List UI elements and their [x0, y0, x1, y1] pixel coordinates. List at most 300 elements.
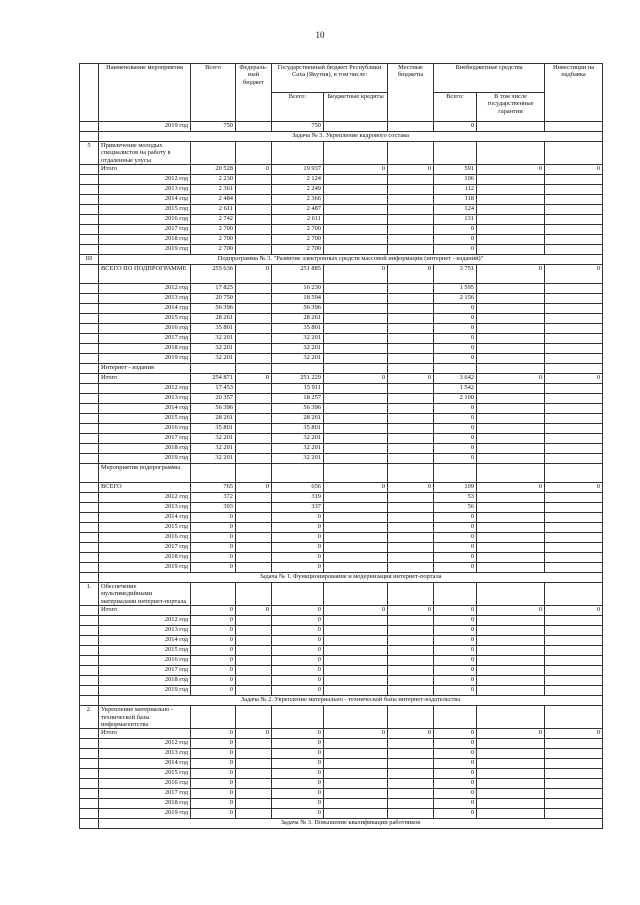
total-value: 17 453: [191, 384, 236, 394]
invest-value: 0: [545, 606, 603, 616]
row-number: [80, 245, 99, 255]
year-row: [80, 404, 603, 414]
total-value: 0: [191, 676, 236, 686]
state-value: 0: [272, 616, 324, 626]
empty-cell: [477, 706, 545, 729]
invest-value: [545, 354, 603, 364]
federal-value: 0: [236, 374, 272, 384]
state-value: 32 201: [272, 354, 324, 364]
year-row: [80, 769, 603, 779]
loan-value: [324, 354, 388, 364]
guarantee-value: [477, 543, 545, 553]
extra-value: 0: [434, 235, 477, 245]
extra-value: 53: [434, 493, 477, 503]
guarantee-value: [477, 636, 545, 646]
federal-value: [236, 122, 272, 132]
invest-value: [545, 779, 603, 789]
guarantee-value: [477, 225, 545, 235]
total-row: [80, 606, 603, 616]
guarantee-value: [477, 626, 545, 636]
guarantee-value: 0: [477, 265, 545, 284]
loan-value: [324, 424, 388, 434]
local-value: 0: [388, 374, 434, 384]
local-value: [388, 553, 434, 563]
federal-value: [236, 384, 272, 394]
loan-value: 0: [324, 729, 388, 739]
loan-value: [324, 666, 388, 676]
loan-value: [324, 284, 388, 294]
guarantee-value: [477, 656, 545, 666]
loan-value: [324, 444, 388, 454]
total-value: 2 484: [191, 195, 236, 205]
federal-value: [236, 225, 272, 235]
federal-value: 0: [236, 729, 272, 739]
local-value: [388, 225, 434, 235]
guarantee-value: [477, 235, 545, 245]
federal-value: 0: [236, 165, 272, 175]
invest-value: [545, 225, 603, 235]
state-value: 32 201: [272, 344, 324, 354]
extra-value: 0: [434, 563, 477, 573]
local-value: [388, 769, 434, 779]
total-value: 0: [191, 769, 236, 779]
budget-table: [79, 63, 603, 829]
state-value: 19 937: [272, 165, 324, 175]
state-value: 251 885: [272, 265, 324, 284]
extra-value: 0: [434, 122, 477, 132]
empty-cell: [236, 464, 272, 483]
federal-value: [236, 616, 272, 626]
measure-name-row: [80, 464, 603, 483]
extra-value: 0: [434, 759, 477, 769]
year-label: 2012 год: [99, 739, 191, 749]
row-number: [80, 354, 99, 364]
row-number: III: [80, 255, 99, 265]
invest-value: 0: [545, 165, 603, 175]
federal-value: [236, 656, 272, 666]
local-value: [388, 324, 434, 334]
invest-value: [545, 314, 603, 324]
row-number: [80, 666, 99, 676]
federal-value: [236, 636, 272, 646]
empty-cell: [236, 583, 272, 606]
row-number: [80, 132, 99, 142]
local-value: [388, 304, 434, 314]
header-state-loans: Бюджетные кредиты: [324, 93, 388, 122]
row-number: [80, 122, 99, 132]
invest-value: [545, 563, 603, 573]
row-number: [80, 686, 99, 696]
row-number: [80, 454, 99, 464]
row-number: [80, 434, 99, 444]
year-label: 2013 год: [99, 394, 191, 404]
total-value: 372: [191, 493, 236, 503]
federal-value: [236, 334, 272, 344]
empty-cell: [434, 583, 477, 606]
total-value: 2 742: [191, 215, 236, 225]
row-number: [80, 444, 99, 454]
total-value: 32 201: [191, 344, 236, 354]
year-label: 2019 год: [99, 354, 191, 364]
loan-value: [324, 636, 388, 646]
year-label: 2017 год: [99, 334, 191, 344]
federal-value: [236, 215, 272, 225]
guarantee-value: [477, 354, 545, 364]
state-value: 0: [272, 606, 324, 616]
row-number: [80, 819, 99, 829]
extra-value: 118: [434, 195, 477, 205]
state-value: 337: [272, 503, 324, 513]
federal-value: [236, 424, 272, 434]
total-value: 0: [191, 666, 236, 676]
guarantee-value: [477, 304, 545, 314]
local-value: [388, 444, 434, 454]
state-value: 0: [272, 563, 324, 573]
federal-value: [236, 626, 272, 636]
federal-value: 0: [236, 606, 272, 616]
year-label: 2012 год: [99, 616, 191, 626]
invest-value: 0: [545, 729, 603, 739]
subprogram-heading: Подпрограмма № 3. "Развитие электронных средств массовой информации (интернет - изданий)": [99, 255, 603, 265]
guarantee-value: [477, 384, 545, 394]
extra-value: 0: [434, 304, 477, 314]
year-label: 2014 год: [99, 759, 191, 769]
row-number: [80, 464, 99, 483]
row-number: [80, 334, 99, 344]
federal-value: [236, 739, 272, 749]
total-value: 2 700: [191, 225, 236, 235]
state-value: 0: [272, 769, 324, 779]
federal-value: [236, 185, 272, 195]
measure-name: Интернет - издания: [99, 364, 191, 374]
local-value: [388, 235, 434, 245]
year-row: [80, 394, 603, 404]
federal-value: [236, 513, 272, 523]
total-value: 2 700: [191, 235, 236, 245]
row-number: [80, 543, 99, 553]
extra-value: 0: [434, 225, 477, 235]
invest-value: [545, 686, 603, 696]
extra-value: 0: [434, 799, 477, 809]
guarantee-value: [477, 779, 545, 789]
federal-value: [236, 454, 272, 464]
invest-value: [545, 616, 603, 626]
invest-value: [545, 676, 603, 686]
state-value: 0: [272, 626, 324, 636]
task-heading: Задача № 3. Укрепление кадрового состава: [99, 132, 603, 142]
total-value: 2 611: [191, 205, 236, 215]
year-row: [80, 533, 603, 543]
extra-value: 0: [434, 324, 477, 334]
local-value: [388, 434, 434, 444]
total-row: [80, 729, 603, 739]
guarantee-value: [477, 314, 545, 324]
year-row: [80, 314, 603, 324]
loan-value: [324, 739, 388, 749]
year-label: 2018 год: [99, 553, 191, 563]
year-label: 2017 год: [99, 543, 191, 553]
total-value: 0: [191, 759, 236, 769]
year-row: [80, 636, 603, 646]
year-row: [80, 523, 603, 533]
federal-value: [236, 245, 272, 255]
total-value: 0: [191, 799, 236, 809]
row-number: [80, 729, 99, 739]
header-local: Местные бюджеты: [388, 64, 434, 122]
year-label: 2015 год: [99, 205, 191, 215]
local-value: 0: [388, 483, 434, 493]
loan-value: [324, 523, 388, 533]
extra-value: 1 542: [434, 384, 477, 394]
state-value: 0: [272, 666, 324, 676]
measure-name: Укрепление материально - технической базы информагентства: [99, 706, 191, 729]
total-value: 35 801: [191, 424, 236, 434]
loan-value: [324, 225, 388, 235]
year-label: 2015 год: [99, 314, 191, 324]
row-number: [80, 414, 99, 424]
empty-cell: [545, 142, 603, 165]
extra-value: 109: [434, 483, 477, 493]
invest-value: [545, 553, 603, 563]
year-label: 2015 год: [99, 523, 191, 533]
local-value: [388, 523, 434, 533]
invest-value: [545, 424, 603, 434]
guarantee-value: [477, 676, 545, 686]
loan-value: [324, 185, 388, 195]
invest-value: [545, 513, 603, 523]
row-number: [80, 483, 99, 493]
loan-value: 0: [324, 483, 388, 493]
invest-value: 0: [545, 374, 603, 384]
year-row: [80, 225, 603, 235]
loan-value: [324, 749, 388, 759]
local-value: [388, 759, 434, 769]
year-row: [80, 354, 603, 364]
year-row: [80, 304, 603, 314]
empty-cell: [388, 464, 434, 483]
guarantee-value: [477, 646, 545, 656]
year-row: [80, 656, 603, 666]
extra-value: 0: [434, 636, 477, 646]
local-value: [388, 215, 434, 225]
state-value: 32 201: [272, 454, 324, 464]
invest-value: [545, 122, 603, 132]
local-value: [388, 666, 434, 676]
loan-value: [324, 122, 388, 132]
year-label: 2018 год: [99, 235, 191, 245]
total-value: 2 700: [191, 245, 236, 255]
state-value: 0: [272, 686, 324, 696]
state-value: 32 201: [272, 334, 324, 344]
total-row: [80, 265, 603, 284]
extra-value: 0: [434, 543, 477, 553]
invest-value: [545, 493, 603, 503]
federal-value: [236, 789, 272, 799]
year-label: 2015 год: [99, 646, 191, 656]
year-label: 2019 год: [99, 245, 191, 255]
state-value: 28 261: [272, 314, 324, 324]
invest-value: [545, 759, 603, 769]
loan-value: [324, 676, 388, 686]
guarantee-value: [477, 185, 545, 195]
empty-cell: [434, 706, 477, 729]
extra-value: 0: [434, 739, 477, 749]
row-number: [80, 573, 99, 583]
state-value: 0: [272, 513, 324, 523]
row-number: [80, 553, 99, 563]
empty-cell: [388, 706, 434, 729]
empty-cell: [388, 583, 434, 606]
federal-value: [236, 769, 272, 779]
year-row: [80, 205, 603, 215]
total-value: 765: [191, 483, 236, 493]
row-number: [80, 503, 99, 513]
loan-value: [324, 759, 388, 769]
guarantee-value: [477, 666, 545, 676]
loan-value: [324, 205, 388, 215]
extra-value: 2 100: [434, 394, 477, 404]
year-row: [80, 779, 603, 789]
row-number: [80, 195, 99, 205]
extra-value: 3 751: [434, 265, 477, 284]
loan-value: [324, 493, 388, 503]
year-row: [80, 799, 603, 809]
row-number: [80, 165, 99, 175]
federal-value: [236, 553, 272, 563]
total-value: 0: [191, 616, 236, 626]
guarantee-value: 0: [477, 606, 545, 616]
state-value: 35 801: [272, 324, 324, 334]
loan-value: [324, 235, 388, 245]
empty-cell: [434, 142, 477, 165]
loan-value: [324, 789, 388, 799]
federal-value: [236, 749, 272, 759]
loan-value: [324, 769, 388, 779]
total-value: 0: [191, 646, 236, 656]
year-row: [80, 666, 603, 676]
federal-value: [236, 493, 272, 503]
guarantee-value: [477, 789, 545, 799]
loan-value: [324, 656, 388, 666]
row-number: [80, 789, 99, 799]
state-value: 18 257: [272, 394, 324, 404]
guarantee-value: [477, 205, 545, 215]
total-value: 32 201: [191, 454, 236, 464]
loan-value: [324, 686, 388, 696]
state-value: 656: [272, 483, 324, 493]
extra-value: 0: [434, 656, 477, 666]
extra-value: 0: [434, 444, 477, 454]
invest-value: [545, 404, 603, 414]
year-label: 2019 год: [99, 686, 191, 696]
empty-cell: [236, 706, 272, 729]
total-value: 20 750: [191, 294, 236, 304]
total-value: 393: [191, 503, 236, 513]
empty-cell: [272, 706, 324, 729]
row-number: [80, 314, 99, 324]
invest-value: [545, 523, 603, 533]
extra-value: 106: [434, 175, 477, 185]
local-value: [388, 314, 434, 324]
total-value: 255 636: [191, 265, 236, 284]
state-value: 15 911: [272, 384, 324, 394]
row-label: ВСЕГО: [99, 483, 191, 493]
total-value: 0: [191, 553, 236, 563]
extra-value: 0: [434, 779, 477, 789]
local-value: [388, 739, 434, 749]
measure-name-row: [80, 142, 603, 165]
loan-value: [324, 799, 388, 809]
state-value: 0: [272, 656, 324, 666]
total-value: 0: [191, 563, 236, 573]
state-value: 319: [272, 493, 324, 503]
year-label: 2012 год: [99, 284, 191, 294]
extra-value: 0: [434, 434, 477, 444]
total-value: 0: [191, 523, 236, 533]
federal-value: [236, 503, 272, 513]
total-value: 56 396: [191, 404, 236, 414]
guarantee-value: [477, 284, 545, 294]
loan-value: [324, 434, 388, 444]
federal-value: [236, 314, 272, 324]
year-row: [80, 444, 603, 454]
total-value: 0: [191, 533, 236, 543]
header-name: Наименование мероприятия: [99, 64, 191, 122]
year-row: [80, 434, 603, 444]
total-value: 32 201: [191, 354, 236, 364]
row-number: [80, 676, 99, 686]
local-value: [388, 676, 434, 686]
year-label: 2019 год: [99, 563, 191, 573]
year-row: [80, 294, 603, 304]
invest-value: [545, 789, 603, 799]
invest-value: [545, 185, 603, 195]
guarantee-value: [477, 503, 545, 513]
local-value: 0: [388, 165, 434, 175]
empty-cell: [388, 364, 434, 374]
invest-value: [545, 205, 603, 215]
guarantee-value: [477, 686, 545, 696]
year-row: [80, 543, 603, 553]
local-value: [388, 789, 434, 799]
row-number: [80, 739, 99, 749]
local-value: [388, 384, 434, 394]
year-label: 2015 год: [99, 769, 191, 779]
state-value: 28 261: [272, 414, 324, 424]
year-label: 2018 год: [99, 344, 191, 354]
loan-value: [324, 414, 388, 424]
loan-value: [324, 513, 388, 523]
extra-value: 2 156: [434, 294, 477, 304]
guarantee-value: [477, 513, 545, 523]
loan-value: [324, 503, 388, 513]
local-value: [388, 454, 434, 464]
federal-value: 0: [236, 265, 272, 284]
invest-value: [545, 636, 603, 646]
loan-value: [324, 626, 388, 636]
row-number: 5: [80, 142, 99, 165]
row-number: [80, 769, 99, 779]
local-value: [388, 543, 434, 553]
row-number: [80, 265, 99, 284]
state-value: 56 396: [272, 304, 324, 314]
year-row: [80, 626, 603, 636]
loan-value: [324, 454, 388, 464]
guarantee-value: 0: [477, 729, 545, 739]
total-value: 32 201: [191, 434, 236, 444]
year-label: 2016 год: [99, 215, 191, 225]
total-value: 2 361: [191, 185, 236, 195]
